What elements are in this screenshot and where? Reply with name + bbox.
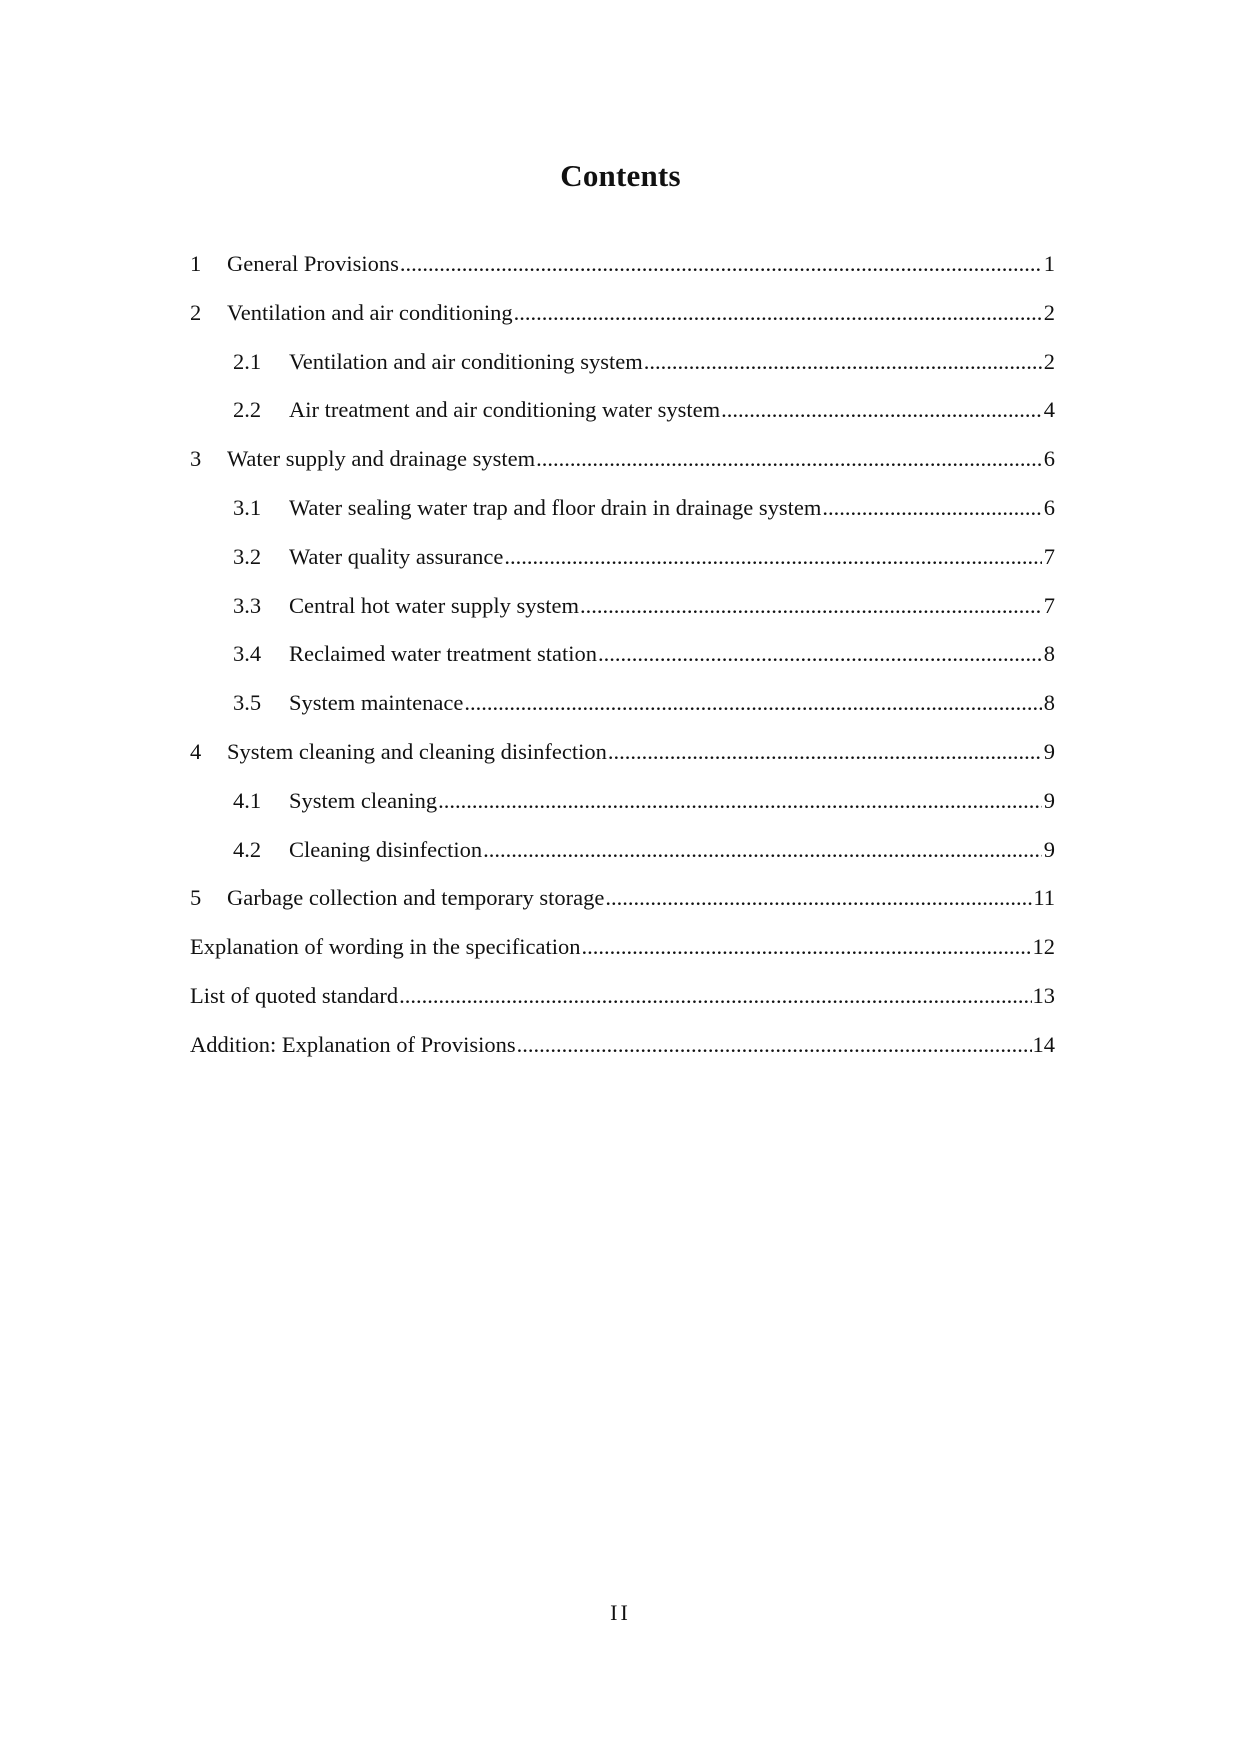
toc-entry-title: Air treatment and air conditioning water system — [289, 397, 721, 423]
toc-entry-title: System cleaning — [289, 787, 438, 813]
toc-entry-number: 5 — [190, 885, 202, 911]
toc-entry-page: 11 — [1033, 885, 1055, 911]
toc-entry-title: Cleaning disinfection — [289, 836, 483, 862]
toc-dot-leader — [608, 738, 1042, 766]
toc-entry-title: Central hot water supply system — [289, 592, 579, 618]
toc-subentry[interactable] — [190, 494, 1055, 543]
toc-entry-title: Water supply and drainage system — [227, 446, 536, 472]
toc-dot-leader — [598, 640, 1042, 668]
toc-dot-leader — [580, 592, 1042, 620]
toc-dot-leader — [464, 689, 1042, 717]
toc-entry-number: 2 — [190, 299, 202, 325]
toc-entry-title: Reclaimed water treatment station — [289, 641, 598, 667]
toc-entry-title: Garbage collection and temporary storage — [227, 885, 605, 911]
toc-entry-page: 13 — [1032, 982, 1055, 1008]
toc-entry[interactable] — [190, 445, 1055, 494]
toc-dot-leader — [400, 250, 1042, 278]
toc-dot-leader — [536, 445, 1042, 473]
toc-dot-leader — [582, 933, 1032, 961]
toc-entry-number: 4.2 — [233, 836, 262, 862]
toc-dot-leader — [399, 982, 1031, 1010]
page-number: II — [610, 1600, 631, 1625]
toc-entry-page: 7 — [1043, 543, 1055, 569]
toc-entry-number: 2.1 — [233, 348, 262, 374]
toc-subentry[interactable] — [190, 592, 1055, 641]
toc-dot-leader — [721, 396, 1042, 424]
toc-dot-leader — [822, 494, 1042, 522]
toc-entry[interactable] — [190, 933, 1055, 982]
toc-dot-leader — [517, 1031, 1032, 1059]
toc-entry-number: 3.5 — [233, 690, 262, 716]
toc-entry-page: 2 — [1043, 348, 1055, 374]
toc-dot-leader — [504, 543, 1042, 571]
toc-entry-title: System cleaning and cleaning disinfection — [227, 738, 607, 764]
toc-entry-page: 6 — [1043, 494, 1055, 520]
toc-entry-number: 3.1 — [233, 494, 262, 520]
toc-entry-page: 4 — [1043, 397, 1055, 423]
toc-dot-leader — [605, 884, 1032, 912]
toc-entry[interactable] — [190, 1031, 1055, 1080]
toc-entry-page: 2 — [1043, 299, 1055, 325]
toc-subentry[interactable] — [190, 787, 1055, 836]
toc-entry-page: 6 — [1043, 446, 1055, 472]
table-of-contents — [190, 250, 1055, 1080]
toc-entry-title: Ventilation and air conditioning system — [289, 348, 643, 374]
toc-entry-page: 7 — [1043, 592, 1055, 618]
toc-entry-title: System maintenace — [289, 690, 464, 716]
toc-entry[interactable] — [190, 250, 1055, 299]
toc-entry-title: Explanation of wording in the specification — [190, 934, 581, 960]
toc-subentry[interactable] — [190, 348, 1055, 397]
toc-subentry[interactable] — [190, 689, 1055, 738]
toc-entry-number: 4.1 — [233, 787, 262, 813]
toc-entry-page: 8 — [1043, 690, 1055, 716]
toc-entry-page: 9 — [1043, 836, 1055, 862]
toc-subentry[interactable] — [190, 396, 1055, 445]
toc-subentry[interactable] — [190, 543, 1055, 592]
toc-entry-page: 14 — [1032, 1031, 1055, 1057]
toc-entry[interactable] — [190, 738, 1055, 787]
toc-entry-page: 9 — [1043, 738, 1055, 764]
toc-dot-leader — [483, 836, 1042, 864]
toc-subentry[interactable] — [190, 640, 1055, 689]
toc-entry[interactable] — [190, 982, 1055, 1031]
toc-dot-leader — [514, 299, 1042, 327]
toc-entry-number: 2.2 — [233, 397, 262, 423]
toc-entry-number: 1 — [190, 251, 202, 276]
toc-dot-leader — [644, 348, 1042, 376]
toc-entry[interactable] — [190, 884, 1055, 933]
toc-subentry[interactable] — [190, 836, 1055, 885]
toc-entry-page: 8 — [1043, 641, 1055, 667]
page-title: Contents — [560, 158, 681, 193]
toc-entry-page: 1 — [1043, 251, 1055, 276]
toc-entry[interactable] — [190, 299, 1055, 348]
toc-entry-title: General Provisions — [227, 251, 399, 276]
toc-entry-number: 3 — [190, 446, 202, 472]
toc-entry-page: 9 — [1043, 787, 1055, 813]
toc-entry-number: 3.3 — [233, 592, 262, 618]
toc-entry-title: Ventilation and air conditioning — [227, 299, 513, 325]
toc-entry-number: 3.4 — [233, 641, 262, 667]
toc-entry-title: List of quoted standard — [190, 982, 399, 1008]
toc-entry-title: Addition: Explanation of Provisions — [190, 1031, 516, 1057]
toc-entry-number: 3.2 — [233, 543, 262, 569]
toc-entry-page: 12 — [1032, 934, 1055, 960]
toc-entry-title: Water sealing water trap and floor drain in drainage system — [289, 494, 822, 520]
toc-dot-leader — [438, 787, 1042, 815]
toc-entry-title: Water quality assurance — [289, 543, 504, 569]
toc-entry-number: 4 — [190, 738, 202, 764]
